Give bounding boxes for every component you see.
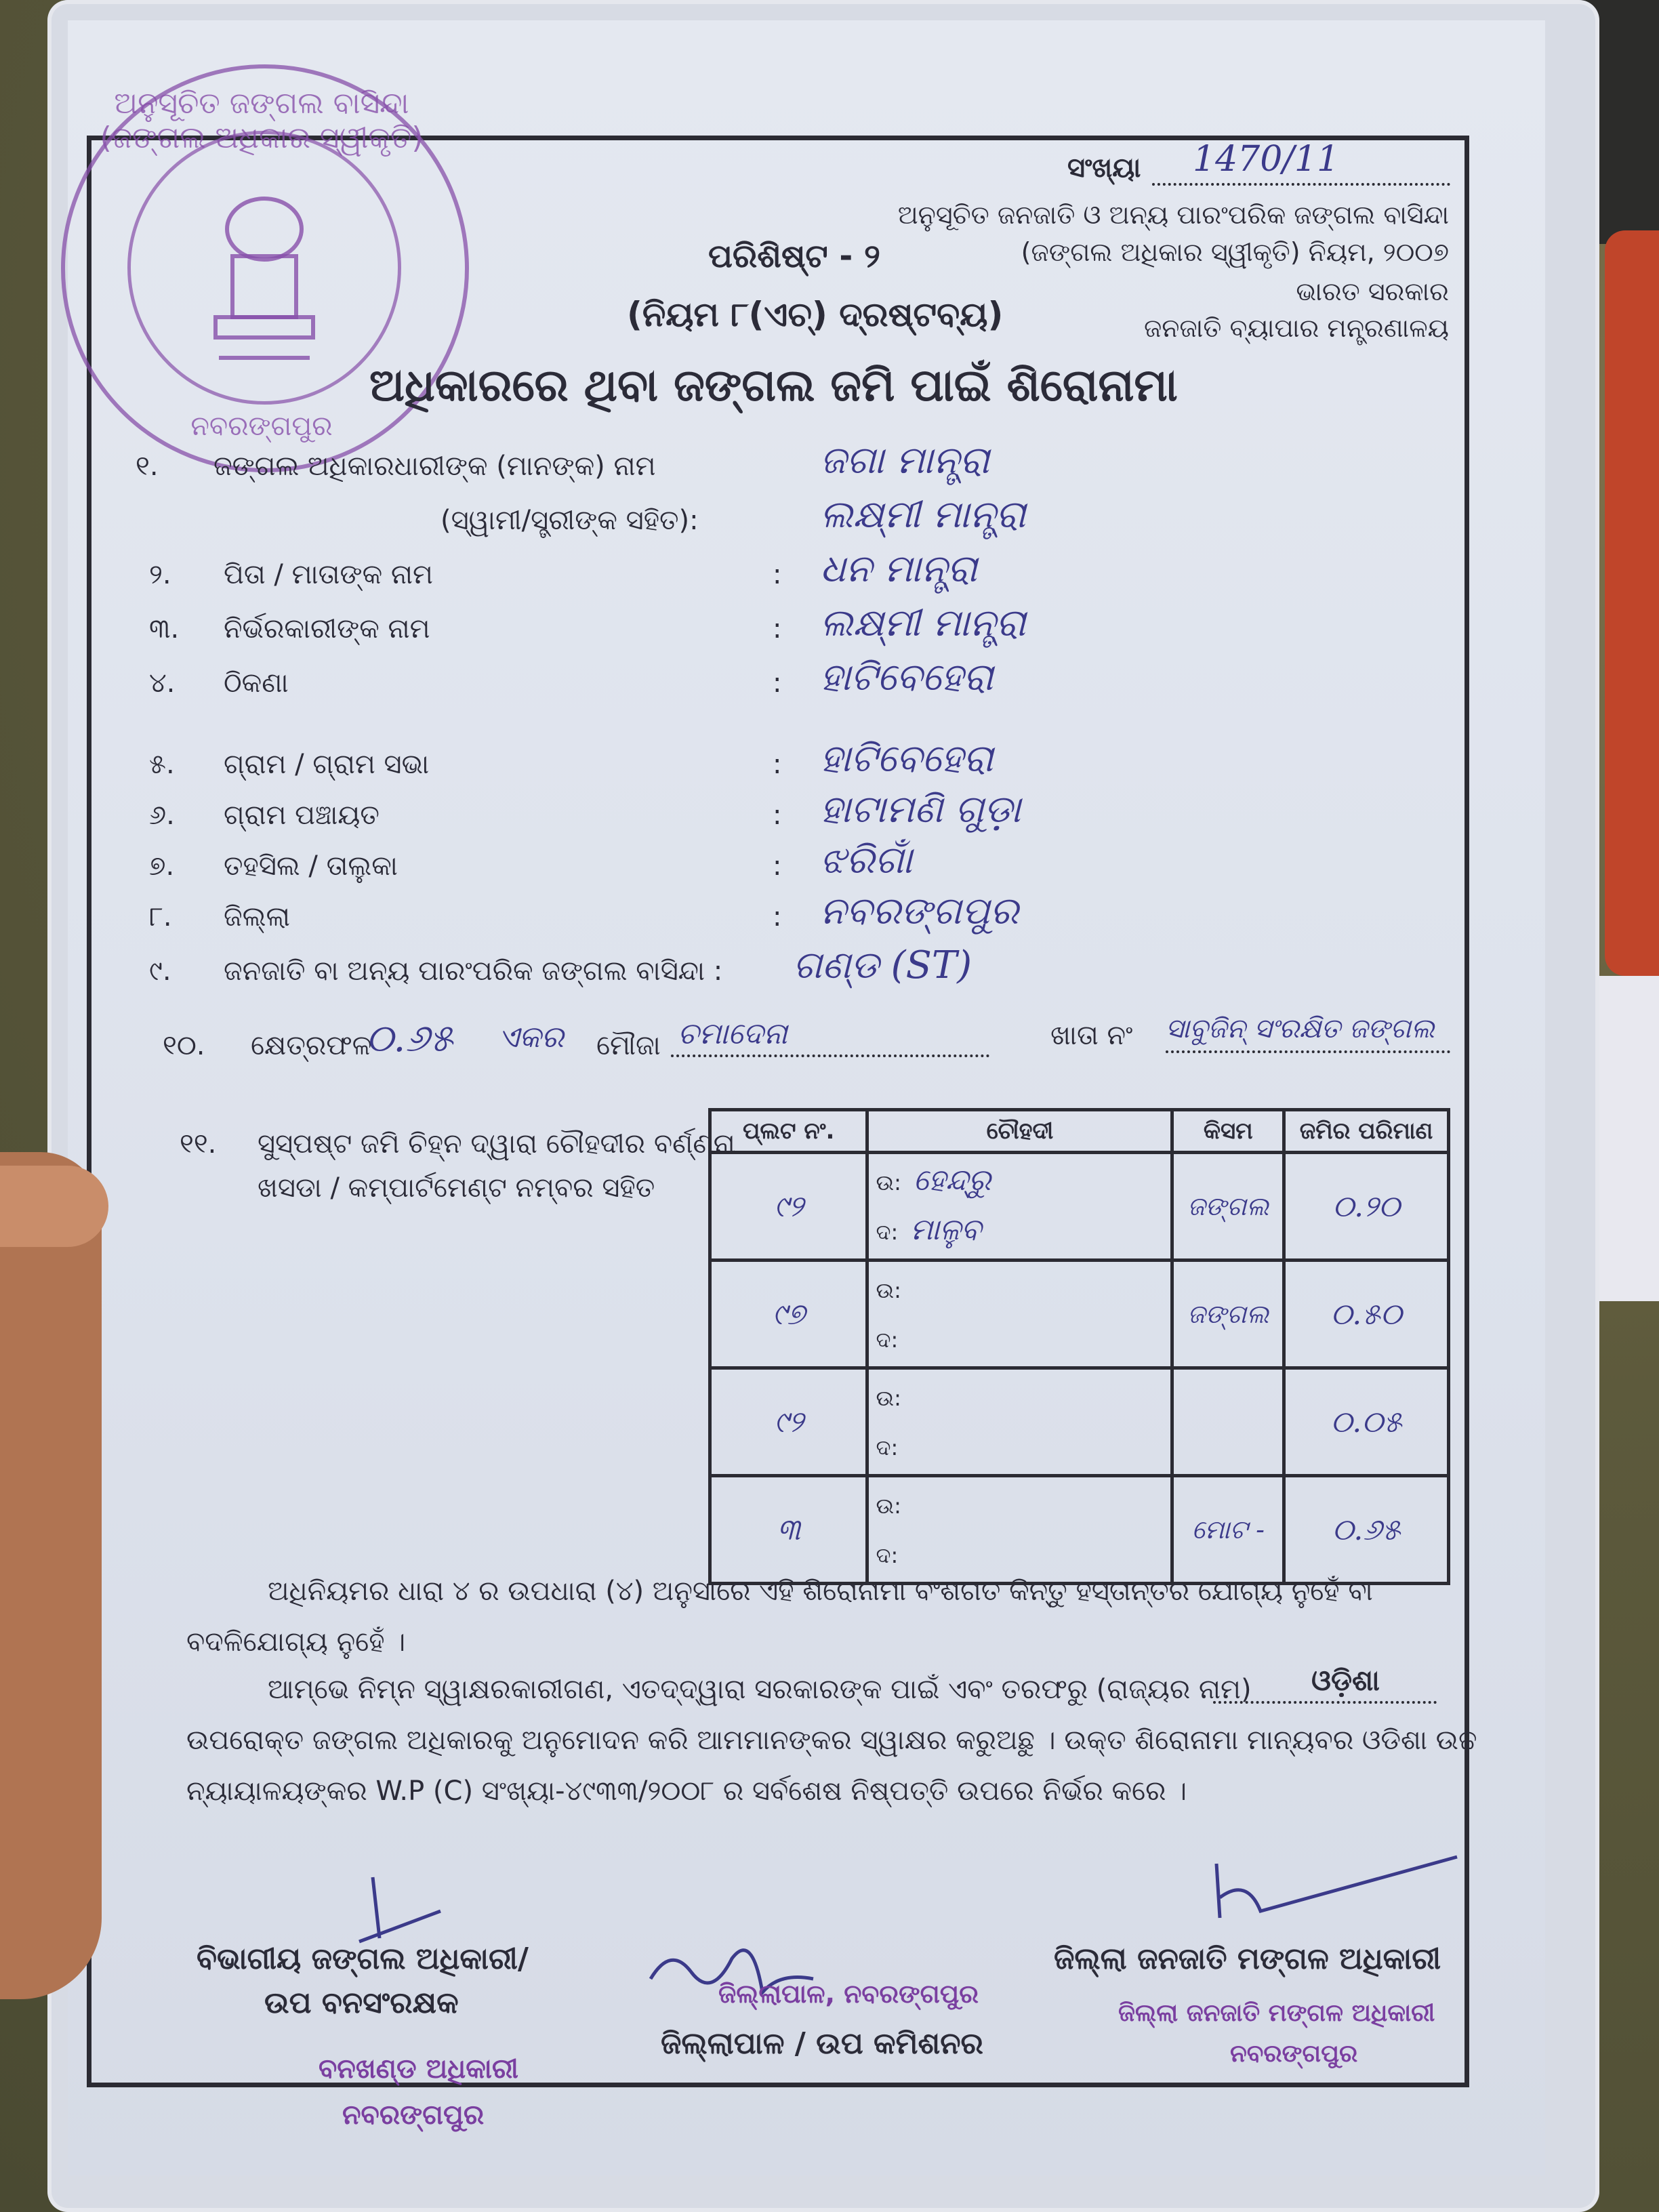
kisam-value: ଜଙ୍ଗଲ — [1172, 1261, 1284, 1368]
field-handwritten-value: ଧନ ମାନ୍ତ୍ରା — [820, 547, 978, 591]
mouza-label: ମୌଜା — [596, 1030, 661, 1061]
state-dotted-line — [1213, 1701, 1437, 1704]
kisam-value: ମୋଟ - — [1172, 1476, 1284, 1584]
paragraph-1-cont: ବଦଳିଯୋଗ୍ୟ ନୁହେଁ । — [186, 1626, 406, 1658]
ministry-line-1: ଅନୁସୂଚିତ ଜନଜାତି ଓ ଅନ୍ୟ ପାରଂପରିକ ଜଙ୍ଗଲ ବାସିନ୍ଦା — [897, 200, 1449, 230]
north-value: ହେନ୍ଦ୍ରୁ — [913, 1163, 991, 1197]
middle-stamp: ଜିଲ୍ଲାପାଳ, ନବରଙ୍ଗପୁର — [718, 1979, 979, 2009]
plot-header: ପ୍ଲଟ ନଂ. — [710, 1110, 867, 1153]
paragraph-2-end: ନ୍ୟାୟାଳୟଙ୍କର W.P (C) ସଂଖ୍ୟା-୪୯୩୩/୨୦୦୮ ର ସର୍ବଶେଷ ନିଷ୍ପତ୍ତି ଉପରେ ନିର୍ଭର କରେ । — [186, 1776, 1187, 1807]
south-boundary — [876, 1314, 1164, 1364]
khata-value: ସାବୁଜିନ୍ ସଂରକ୍ଷିତ ଜଙ୍ଗଲ — [1166, 1013, 1435, 1044]
field-label: ଠିକଣା — [224, 668, 289, 699]
khata-label: ଖାତା ନଂ — [1050, 1020, 1133, 1051]
emblem-icon — [127, 131, 401, 405]
boundary-cell — [867, 1368, 1172, 1476]
right-signature-icon — [1206, 1850, 1464, 1925]
area-header: ଜମିର ପରିମାଣ — [1284, 1110, 1449, 1153]
white-cloth — [1598, 976, 1659, 1301]
north-boundary — [876, 1157, 1164, 1206]
plot-row — [710, 1476, 1449, 1584]
holding-thumb — [0, 1166, 108, 1247]
area-value: ୦.୨୦ — [1284, 1153, 1449, 1261]
north-label: ଉ: — [876, 1385, 901, 1411]
field-colon: : — [773, 613, 782, 644]
south-boundary — [876, 1530, 1164, 1579]
kisam-header: କିସମ — [1172, 1110, 1284, 1153]
boundary-cell — [867, 1261, 1172, 1368]
area-value: ୦.୫୦ — [1284, 1261, 1449, 1368]
number-label: ସଂଖ୍ୟା — [1067, 152, 1141, 184]
field-handwritten-value: ଲକ୍ଷ୍ମୀ ମାନ୍ତ୍ରା — [820, 601, 1026, 645]
ministry-line-3: ଭାରତ ସରକାର — [1296, 276, 1449, 306]
area-value: ୦.୬୫ — [366, 1017, 453, 1061]
paragraph-2: ଆମ୍ଭେ ନିମ୍ନ ସ୍ୱାକ୍ଷରକାରୀଗଣ, ଏତଦ୍‌ଦ୍ୱାରା ସରକାରଙ୍କ ପାଇଁ ଏବଂ ତରଫରୁ (ରାଜ୍ୟର ନାମ) — [268, 1674, 1252, 1705]
north-boundary — [876, 1372, 1164, 1422]
field-label: ନିର୍ଭରକାରୀଙ୍କ ନାମ — [224, 613, 430, 644]
left-signatory-title: ବିଭାଗୀୟ ଜଙ୍ଗଲ ଅଧିକାରୀ/ — [197, 1942, 529, 1976]
field-number: ୯. — [149, 956, 171, 987]
right-signatory-title: ଜିଲ୍ଲା ଜନଜାତି ମଙ୍ଗଳ ଅଧିକାରୀ — [1054, 1942, 1441, 1976]
boundary-number: ୧୧. — [180, 1128, 217, 1160]
boundary-cell — [867, 1153, 1172, 1261]
south-label: ଦ: — [876, 1219, 899, 1245]
north-label: ଉ: — [876, 1170, 901, 1195]
right-stamp-line-1: ଜିଲ୍ଲା ଜନଜାତି ମଙ୍ଗଳ ଅଧିକାରୀ — [1118, 1999, 1435, 2027]
field-label: ଗ୍ରାମ ପଞ୍ଚାୟତ — [224, 800, 380, 831]
area-label: କ୍ଷେତ୍ରଫଳ — [251, 1030, 372, 1061]
plot-number: ୯୭ — [710, 1261, 867, 1368]
plot-number: ୩ — [710, 1476, 867, 1584]
plot-row — [710, 1261, 1449, 1368]
number-value: 1470/11 — [1193, 139, 1340, 180]
north-boundary — [876, 1480, 1164, 1530]
kisam-value: ଜଙ୍ଗଲ — [1172, 1153, 1284, 1261]
field-colon: : — [773, 668, 782, 699]
boundary-header: ଚୌହଦୀ — [867, 1110, 1172, 1153]
area-number: ୧୦. — [163, 1030, 205, 1061]
field-handwritten-value: ହାଟିବେହେରା — [820, 655, 994, 699]
appendix-label: ପରିଶିଷ୍ଟ - ୨ — [708, 237, 880, 275]
khata-dotted-line — [1166, 1050, 1450, 1053]
field-handwritten-value: ନବରଙ୍ଗପୁର — [820, 889, 1019, 933]
field-handwritten-value: ହାଟାମଣି ଗୁଡ଼ା — [820, 787, 1021, 832]
plot-number: ୯୨ — [710, 1368, 867, 1476]
plot-row — [710, 1153, 1449, 1261]
field-colon: : — [773, 800, 782, 831]
field-handwritten-value: ଝରିଗାଁ — [820, 838, 913, 882]
mouza-value: ଚମାଦେନା — [678, 1017, 787, 1051]
south-label: ଦ: — [876, 1542, 899, 1568]
paragraph-2-cont: ଉପରୋକ୍ତ ଜଙ୍ଗଲ ଅଧିକାରକୁ ଅନୁମୋଦନ କରି ଆମମାନଙ୍କର ସ୍ୱାକ୍ଷର କରୁଅଛୁ । ଉକ୍ତ ଶିରୋନାମା ମାନ୍ୟବର ଓଡିଶା ଉଚ୍ଚ — [186, 1725, 1477, 1756]
south-boundary — [876, 1206, 1164, 1256]
area-value: ୦.୬୫ — [1284, 1476, 1449, 1584]
field-number: ୩. — [149, 613, 180, 644]
left-signatory-subtitle: ଉପ ବନସଂରକ୍ଷକ — [264, 1986, 459, 2020]
boundary-label-1: ସୁସ୍ପଷ୍ଟ ଜମି ଚିହ୍ନ ଦ୍ୱାରା ଚୌହଦୀର ବର୍ଣ୍ଣନା — [258, 1128, 735, 1160]
field-label: ଜିଲ୍ଲା — [224, 901, 290, 933]
north-label: ଉ: — [876, 1277, 901, 1303]
left-signature-icon — [352, 1870, 447, 1952]
north-label: ଉ: — [876, 1493, 901, 1519]
area-value: ୦.୦୫ — [1284, 1368, 1449, 1476]
south-value: ମାଳୁବ — [910, 1212, 982, 1247]
field-number: ୫. — [149, 749, 175, 780]
field-number: ୮. — [149, 901, 172, 933]
field-label: ପିତା / ମାତାଙ୍କ ନାମ — [224, 559, 433, 590]
ministry-line-2: (ଜଙ୍ଗଲ ଅଧିକାର ସ୍ୱୀକୃତି) ନିୟମ, ୨୦୦୭ — [1021, 237, 1449, 267]
field-number: ୬. — [149, 800, 175, 831]
document-title: ଅଧିକାରରେ ଥିବା ଜଙ୍ଗଲ ଜମି ପାଇଁ ଶିରୋନାମା — [369, 359, 1178, 411]
south-label: ଦ: — [876, 1435, 899, 1460]
field-number: ୪. — [149, 668, 176, 699]
boundary-label-2: ଖସଡା / କମ୍ପାର୍ଟମେଣ୍ଟ ନମ୍ବର ସହିତ — [258, 1172, 655, 1204]
field-label: (ସ୍ୱାମୀ/ସ୍ତ୍ରୀଙ୍କ ସହିତ): — [441, 505, 699, 536]
plot-boundary-table — [708, 1108, 1450, 1585]
right-stamp-line-2: ନବରଙ୍ଗପୁର — [1230, 2040, 1358, 2068]
field-label: ଗ୍ରାମ / ଗ୍ରାମ ସଭା — [224, 749, 430, 780]
rule-reference: (ନିୟମ ୮(ଏଚ୍) ଦ୍ରଷ୍ଟବ୍ୟ) — [627, 295, 1004, 334]
boundary-cell — [867, 1476, 1172, 1584]
holding-hand — [0, 1152, 102, 1999]
seal-bottom-text: ନବରଙ୍ଗପୁର — [190, 411, 333, 442]
state-name: ଓଡ଼ିଶା — [1311, 1664, 1380, 1697]
field-handwritten-value: ଲକ୍ଷ୍ମୀ ମାନ୍ତ୍ରା — [820, 493, 1026, 537]
paragraph-1: ଅଧିନିୟମର ଧାରା ୪ ର ଉପଧାରା (୪) ଅନୁସାରେ ଏହି ଶିରୋନାମା ବଂଶଗତ କିନ୍ତୁ ହସ୍ତାନ୍ତର ଯୋଗ୍ୟ ନୁହେଁ ବା — [268, 1576, 1373, 1607]
field-colon: : — [773, 749, 782, 780]
field-number: ୨. — [149, 559, 171, 590]
ministry-line-4: ଜନଜାତି ବ୍ୟାପାର ମନ୍ତ୍ରଣାଳୟ — [1143, 313, 1449, 343]
field-number: ୭. — [149, 851, 175, 882]
north-boundary — [876, 1265, 1164, 1314]
mouza-dotted-line — [671, 1054, 989, 1057]
seal-ring-text: ଅନୁସୂଚିତ ଜଙ୍ଗଲ ବାସିନ୍ଦା (ଜଙ୍ଗଲ ଅଧିକାର ସ୍ୱୀକୃତି) — [100, 86, 424, 155]
field-handwritten-value: ଜଗା ମାନ୍ତ୍ରା — [820, 438, 990, 483]
south-label: ଦ: — [876, 1327, 899, 1353]
middle-signatory-title: ଜିଲ୍ଲାପାଳ / ଉପ କମିଶନର — [661, 2026, 983, 2061]
field-handwritten-value: ଗଣ୍ଡ (ST) — [793, 943, 972, 987]
left-stamp-line-1: ବନଖଣ୍ଡ ଅଧିକାରୀ — [319, 2053, 518, 2085]
kisam-value — [1172, 1368, 1284, 1476]
field-number: ୧. — [136, 451, 159, 482]
plot-row — [710, 1368, 1449, 1476]
field-label: ଜଙ୍ଗଲ ଅଧିକାରଧାରୀଙ୍କ (ମାନଙ୍କ) ନାମ — [213, 451, 656, 482]
field-label: ଜନଜାତି ବା ଅନ୍ୟ ପାରଂପରିକ ଜଙ୍ଗଲ ବାସିନ୍ଦା : — [224, 956, 723, 987]
field-colon: : — [773, 851, 782, 882]
number-dotted-line — [1152, 183, 1450, 186]
south-boundary — [876, 1422, 1164, 1471]
left-stamp-line-2: ନବରଙ୍ଗପୁର — [342, 2100, 485, 2131]
field-colon: : — [773, 559, 782, 590]
area-unit: ଏକର — [498, 1020, 564, 1054]
red-cloth — [1605, 230, 1659, 976]
plot-number: ୯୨ — [710, 1153, 867, 1261]
field-colon: : — [773, 901, 782, 933]
field-label: ତହସିଲ / ତାଲୁକା — [224, 851, 398, 882]
field-handwritten-value: ହାଟିବେହେରା — [820, 737, 994, 781]
